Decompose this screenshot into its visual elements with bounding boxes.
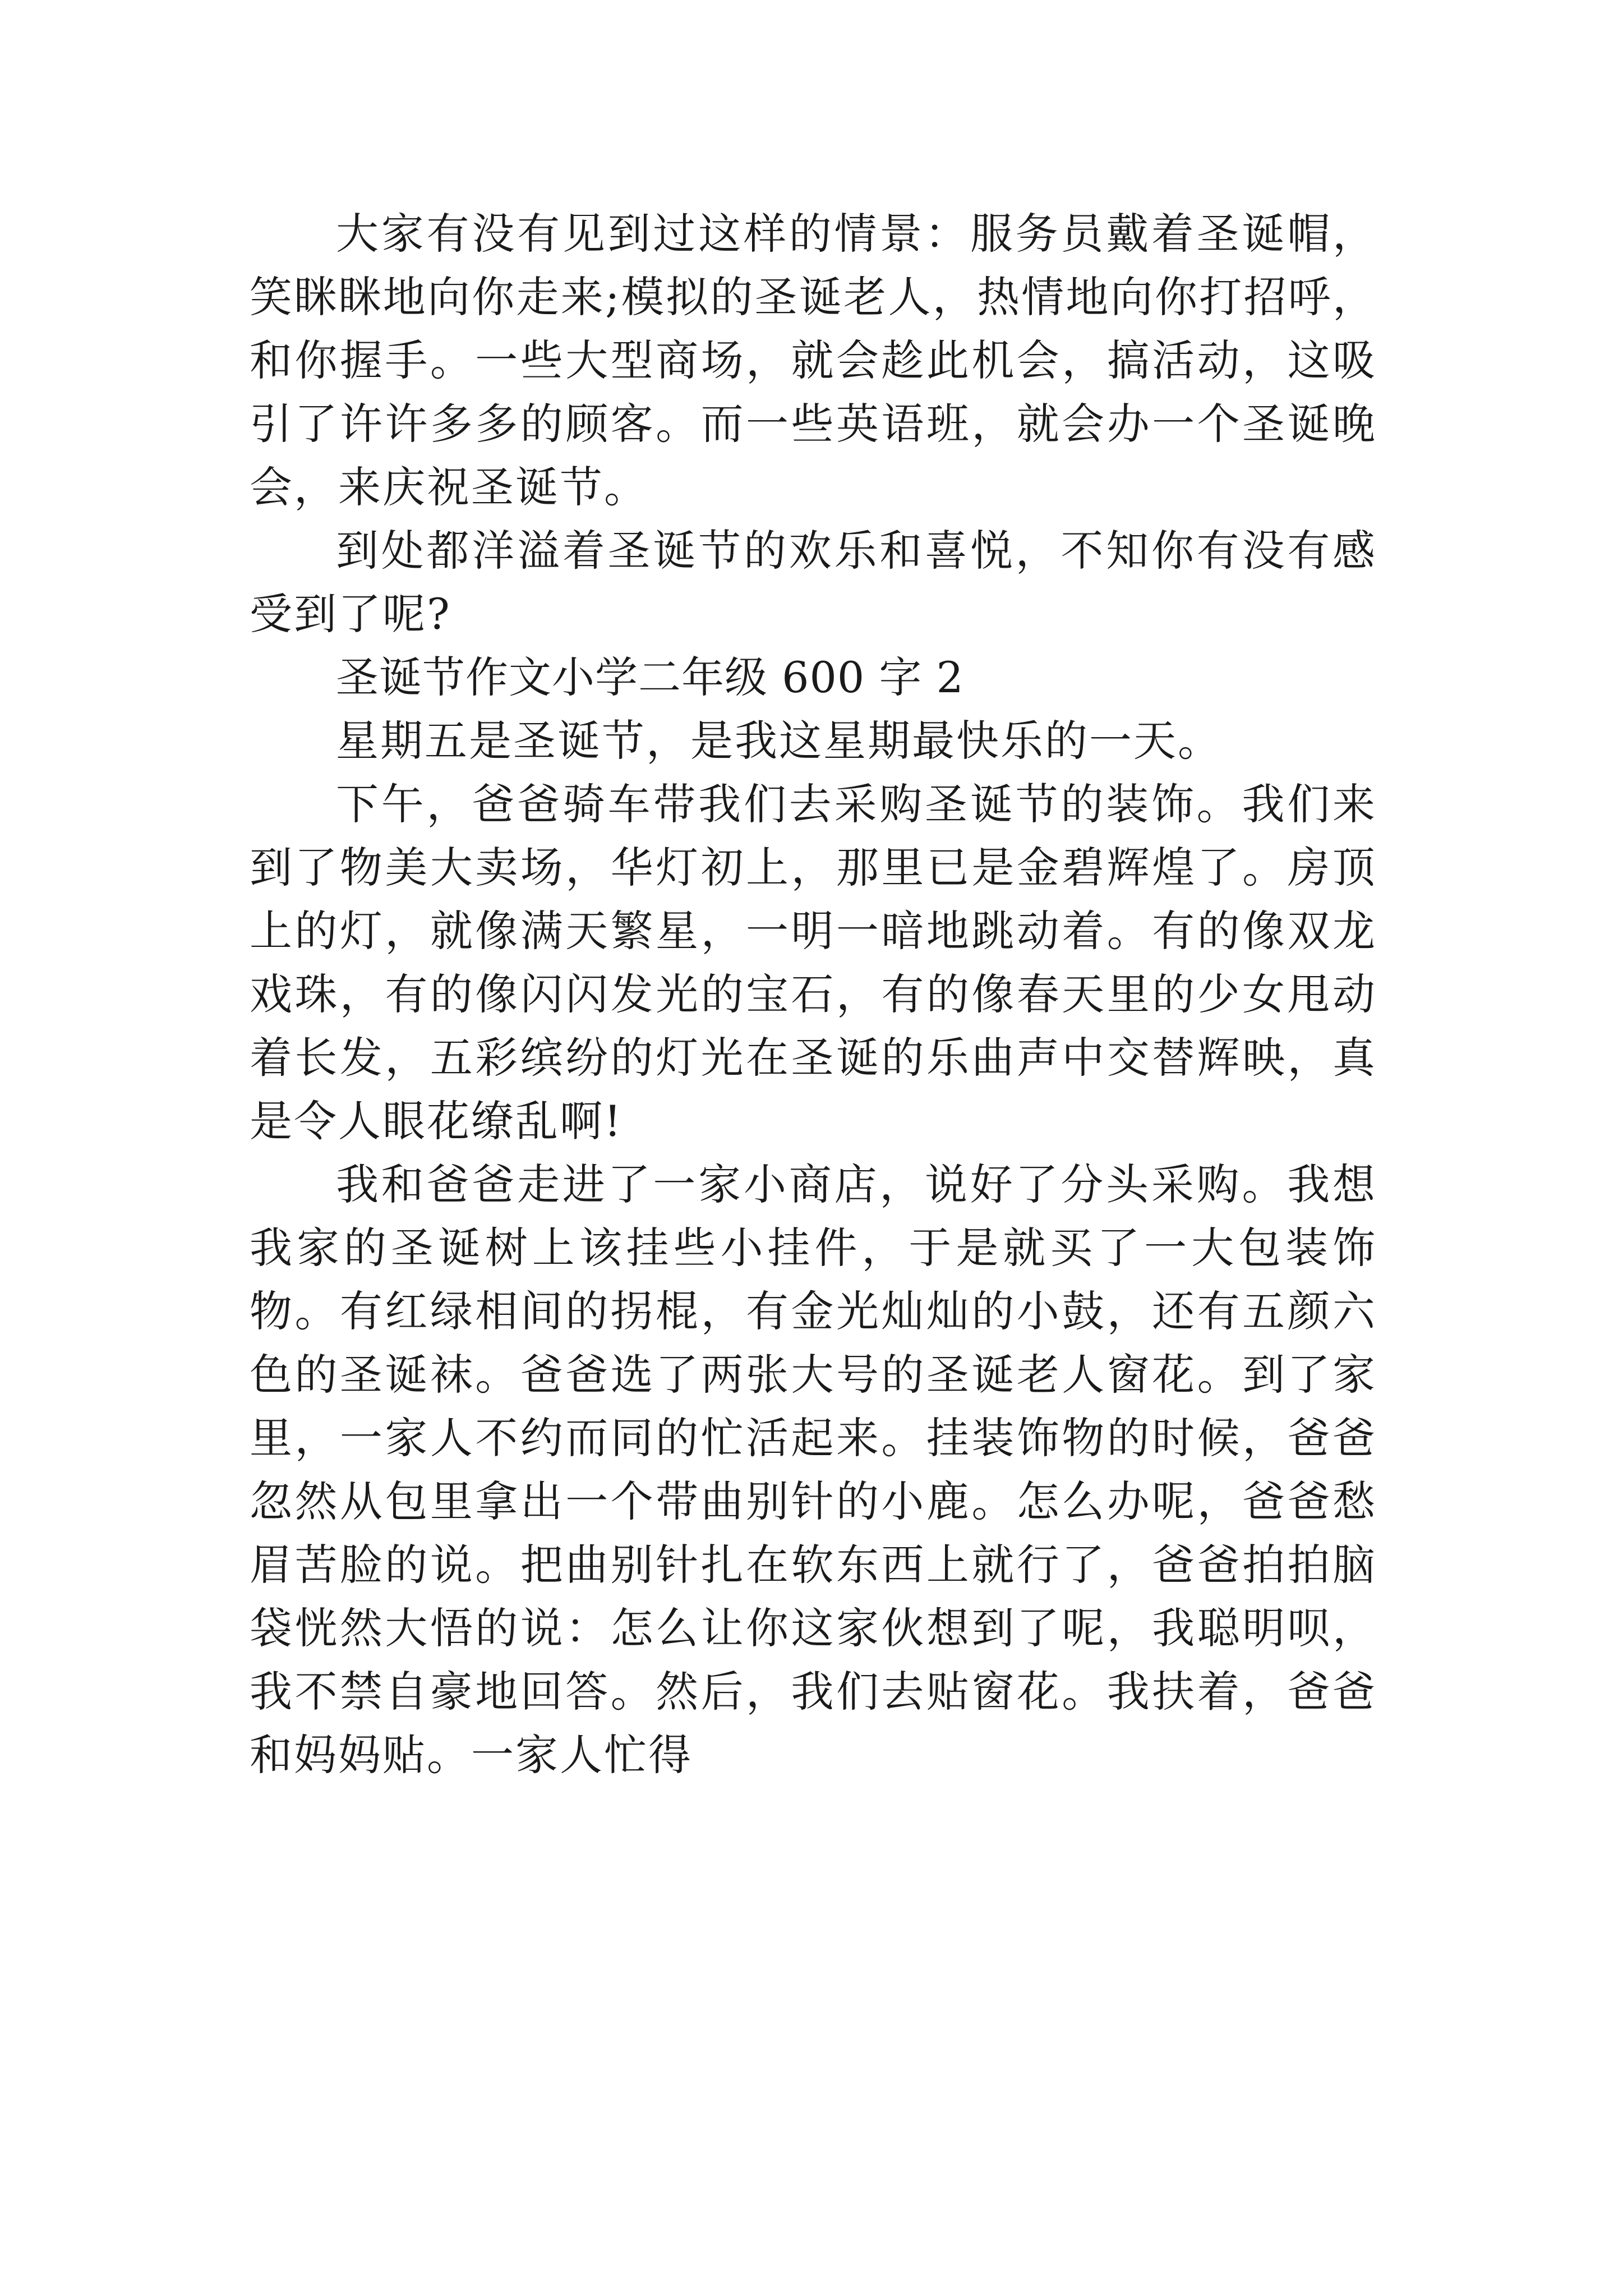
paragraph-4: 下午，爸爸骑车带我们去采购圣诞节的装饰。我们来到了物美大卖场，华灯初上，那里已是金碧辉煌了。房顶上的灯，就像满天繁星，一明一暗地跳动着。有的像双龙戏珠，有的像闪闪发光的宝石，有的像春天里的少女甩动着长发，五彩缤纷的灯光在圣诞的乐曲声中交替辉映，真是令人眼花缭乱啊! bbox=[250, 779, 1377, 1146]
paragraph-2: 到处都洋溢着圣诞节的欢乐和喜悦，不知你有没有感受到了呢? bbox=[250, 526, 1377, 639]
section-title: 圣诞节作文小学二年级 600 字 2 bbox=[336, 652, 964, 702]
paragraph-5: 我和爸爸走进了一家小商店，说好了分头采购。我想我家的圣诞树上该挂些小挂件，于是就买了一大包装饰物。有红绿相间的拐棍，有金光灿灿的小鼓，还有五颜六色的圣诞袜。爸爸选了两张大号的圣诞老人窗花。到了家里，一家人不约而同的忙活起来。挂装饰物的时候，爸爸忽然从包里拿出一个带曲别针的小鹿。怎么办呢，爸爸愁眉苦脸的说。把曲别针扎在软东西上就行了，爸爸拍拍脑袋恍然大悟的说：怎么让你这家伙想到了呢，我聪明呗，我不禁自豪地回答。然后，我们去贴窗花。我扶着，爸爸和妈妈贴。一家人忙得 bbox=[250, 1159, 1377, 1780]
document-body bbox=[250, 202, 1377, 1787]
paragraph-3: 星期五是圣诞节，是我这星期最快乐的一天。 bbox=[336, 716, 1222, 766]
paragraph-1: 大家有没有见到过这样的情景：服务员戴着圣诞帽，笑眯眯地向你走来;模拟的圣诞老人，热情地向你打招呼，和你握手。一些大型商场，就会趁此机会，搞活动，这吸引了许许多多的顾客。而一些英语班，就会办一个圣诞晚会，来庆祝圣诞节。 bbox=[250, 209, 1377, 512]
